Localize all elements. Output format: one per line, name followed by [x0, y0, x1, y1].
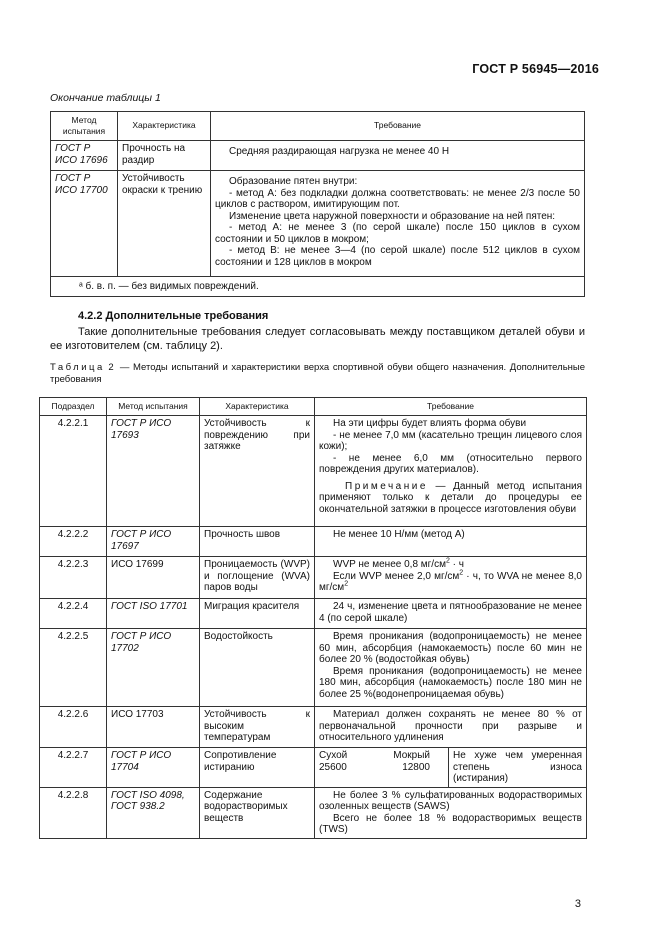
subsection-cell: 4.2.2.3	[40, 557, 107, 599]
table-row	[40, 707, 587, 748]
page-number: 3	[574, 898, 581, 910]
requirement-cell: Не более 3 % сульфатированных водорастворимых озоленных веществ (SAWS) Всего не более 18 % водорастворимых веществ (TWS)	[315, 787, 587, 838]
method-cell: ГОСТ Р ИСО 17700	[51, 171, 118, 277]
characteristic-cell: Сопротивление истиранию	[200, 748, 315, 788]
section-title: 4.2.2 Дополнительные требования	[78, 310, 269, 322]
document-number: ГОСТ Р 56945—2016	[472, 62, 599, 76]
table-row	[40, 629, 587, 707]
table1-header-characteristic: Характеристика	[118, 112, 211, 141]
dry-label: Сухой	[319, 750, 348, 761]
requirement-cell: 24 ч, изменение цвета и пятнообразование не менее 4 (по серой шкале)	[315, 599, 587, 629]
subsection-cell: 4.2.2.7	[40, 748, 107, 788]
table2-header-sub: Подраздел	[40, 398, 107, 416]
table2-caption: Таблица 2 — Методы испытаний и характеристики верха спортивной обуви общего назначения. Дополнительные требования	[50, 362, 585, 385]
table1	[50, 111, 585, 297]
requirement-cell: Образование пятен внутри: - метод А: без подкладки должна соответствовать: не менее 2/3 после 50 циклов с раствором, имитирующим пот. Изменение цвета наружной поверхности и образование на ней пятен: - метод А: не менее 3 (по серой шкале) после 150 циклов в сухом состоянии и 50 циклов в мокром; - метод В: не менее 3—4 (по серой шкале) после 512 циклов в сухом состоянии и 128 циклов в мокром	[211, 171, 585, 277]
method-cell: ГОСТ ISO 17701	[107, 599, 200, 629]
requirement-cell: На эти цифры будет влиять форма обуви - не менее 7,0 мм (касательно трещин лицевого слоя кожи); - не менее 6,0 мм (относительно первого повреждения других материалов). Примечание — Данный метод испытания применяют только к детали до процедуры ее окончательной затяжки в процессе изготовления обуви	[315, 416, 587, 527]
table1-header-requirement: Требование	[211, 112, 585, 141]
table-row	[40, 787, 587, 838]
requirement-cell: WVP не менее 0,8 $мг/см^2 \cdot ч$ Если WVP менее 2,0 $мг/см^2 \cdot ч$, то WVA не менее 8,0 $мг/см^2$	[315, 557, 587, 599]
subsection-cell: 4.2.2.4	[40, 599, 107, 629]
requirement-cell: Материал должен сохранять не менее 80 % от первоначальной прочности при разрыве и относительного удлинения	[315, 707, 587, 748]
characteristic-cell: Миграция красителя	[200, 599, 315, 629]
wet-label: Мокрый	[393, 750, 430, 761]
section-paragraph: Такие дополнительные требования следует согласовывать между поставщиком деталей обуви и ее изготовителем (см. таблицу 2).	[50, 326, 585, 352]
table-row	[40, 748, 587, 788]
method-cell: ГОСТ Р ИСО 17702	[107, 629, 200, 707]
method-cell: ГОСТ ISO 4098, ГОСТ 938.2	[107, 787, 200, 838]
table-row	[51, 171, 585, 277]
table-row	[40, 416, 587, 527]
method-cell: ИСО 17699	[107, 557, 200, 599]
dry-value: 25600	[319, 761, 347, 773]
method-cell: ГОСТ Р ИСО 17696	[51, 141, 118, 171]
wet-value: 12800	[402, 761, 430, 773]
requirement-cell	[315, 748, 587, 788]
method-cell: ГОСТ Р ИСО 17693	[107, 416, 200, 527]
characteristic-cell: Устойчивость окраски к трению	[118, 171, 211, 277]
table-row	[40, 557, 587, 599]
method-cell: ГОСТ Р ИСО 17704	[107, 748, 200, 788]
characteristic-cell: Проницаемость (WVP) и поглощение (WVA) паров воды	[200, 557, 315, 599]
table2-header-requirement: Требование	[315, 398, 587, 416]
table2-header-method: Метод испытания	[107, 398, 200, 416]
requirement-cell: Время проникания (водопроницаемость) не менее 60 мин, абсорбция (намокаемость) после 60 мин не более 20 % (водостойкая обувь) Время проникания (водопроницаемость) не менее 180 мин, абсорбция (намокаемость) после 180 мин не более 25 %(водонепроницаемая обувь)	[315, 629, 587, 707]
table1-header-method: Метод испытания	[51, 112, 118, 141]
characteristic-cell: Прочность швов	[200, 527, 315, 557]
wear-text: Не хуже чем умеренная степень износа (истирания)	[453, 750, 582, 784]
subsection-cell: 4.2.2.6	[40, 707, 107, 748]
method-cell: ГОСТ Р ИСО 17697	[107, 527, 200, 557]
characteristic-cell: Устойчивость к повреждению при затяжке	[200, 416, 315, 527]
requirement-cell: Не менее 10 Н/мм (метод А)	[315, 527, 587, 557]
characteristic-cell: Водостойкость	[200, 629, 315, 707]
characteristic-cell: Содержание водорастворимых веществ	[200, 787, 315, 838]
table1-continuation-label: Окончание таблицы 1	[50, 92, 161, 104]
table1-footnote: ᵃ б. в. п. — без видимых повреждений.	[51, 277, 585, 297]
table-row	[40, 527, 587, 557]
characteristic-cell: Устойчивость к высоким температурам	[200, 707, 315, 748]
subsection-cell: 4.2.2.2	[40, 527, 107, 557]
method-cell: ИСО 17703	[107, 707, 200, 748]
subsection-cell: 4.2.2.5	[40, 629, 107, 707]
characteristic-cell: Прочность на раздир	[118, 141, 211, 171]
table2	[39, 397, 587, 839]
subsection-cell: 4.2.2.8	[40, 787, 107, 838]
table-row	[51, 141, 585, 171]
table2-header-characteristic: Характеристика	[200, 398, 315, 416]
table-row	[40, 599, 587, 629]
subsection-cell: 4.2.2.1	[40, 416, 107, 527]
requirement-cell: Средняя раздирающая нагрузка не менее 40 Н	[211, 141, 585, 171]
